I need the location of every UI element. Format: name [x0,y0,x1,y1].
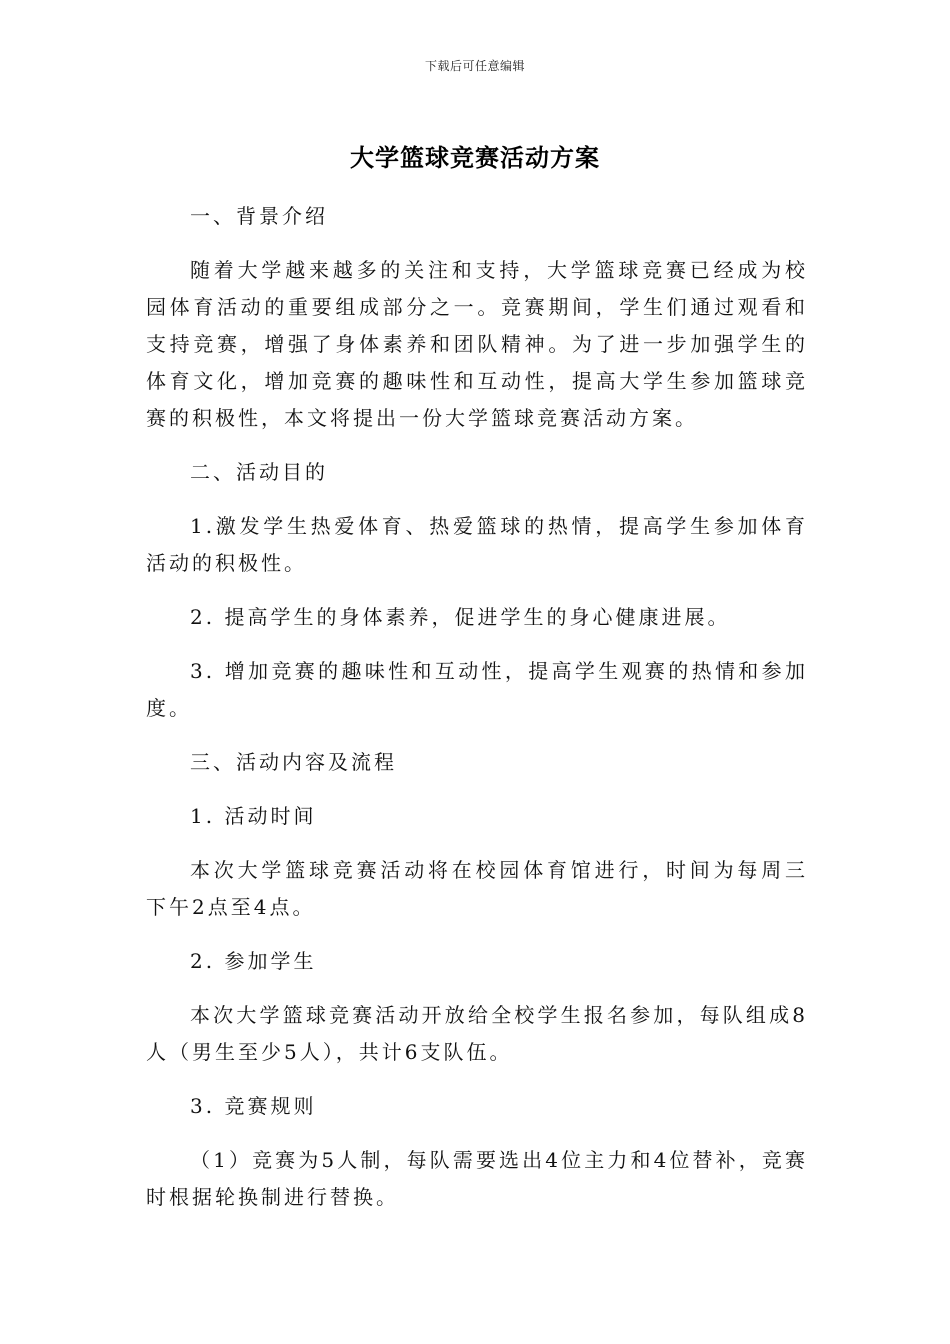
section-heading-content: 三、活动内容及流程 [190,750,397,774]
document-body [146,198,808,1216]
list-item-purpose-1: 1.激发学生热爱体育、热爱篮球的热情，提高学生参加体育活动的积极性。 [146,514,808,575]
document-title: 大学篮球竞赛活动方案 [350,144,600,172]
header-note: 下载后可任意编辑 [424,59,525,73]
list-item-purpose-2: 2. 提高学生的身体素养，促进学生的身心健康进展。 [190,605,731,629]
section-heading-background: 一、背景介绍 [190,204,328,228]
paragraph-background: 随着大学越来越多的关注和支持，大学篮球竞赛已经成为校园体育活动的重要组成部分之一。竞赛期间，学生们通过观看和支持竞赛，增强了身体素养和团队精神。为了进一步加强学生的体育文化，增加竞赛的趣味性和互动性，提高大学生参加篮球竞赛的积极性，本文将提出一份大学篮球竞赛活动方案。 [146,258,808,430]
subheading-participants: 2. 参加学生 [190,949,317,973]
paragraph-time: 本次大学篮球竞赛活动将在校园体育馆进行，时间为每周三下午2点至4点。 [146,858,808,919]
subheading-time: 1. 活动时间 [190,804,317,828]
section-heading-purpose: 二、活动目的 [190,460,328,484]
subheading-rules: 3. 竞赛规则 [190,1094,317,1118]
paragraph-participants: 本次大学篮球竞赛活动开放给全校学生报名参加，每队组成8人（男生至少5人），共计6支队伍。 [146,1003,808,1064]
paragraph-rule-1: （1）竞赛为5人制，每队需要选出4位主力和4位替补，竞赛时根据轮换制进行替换。 [146,1148,808,1209]
list-item-purpose-3: 3. 增加竞赛的趣味性和互动性，提高学生观赛的热情和参加度。 [146,659,808,720]
